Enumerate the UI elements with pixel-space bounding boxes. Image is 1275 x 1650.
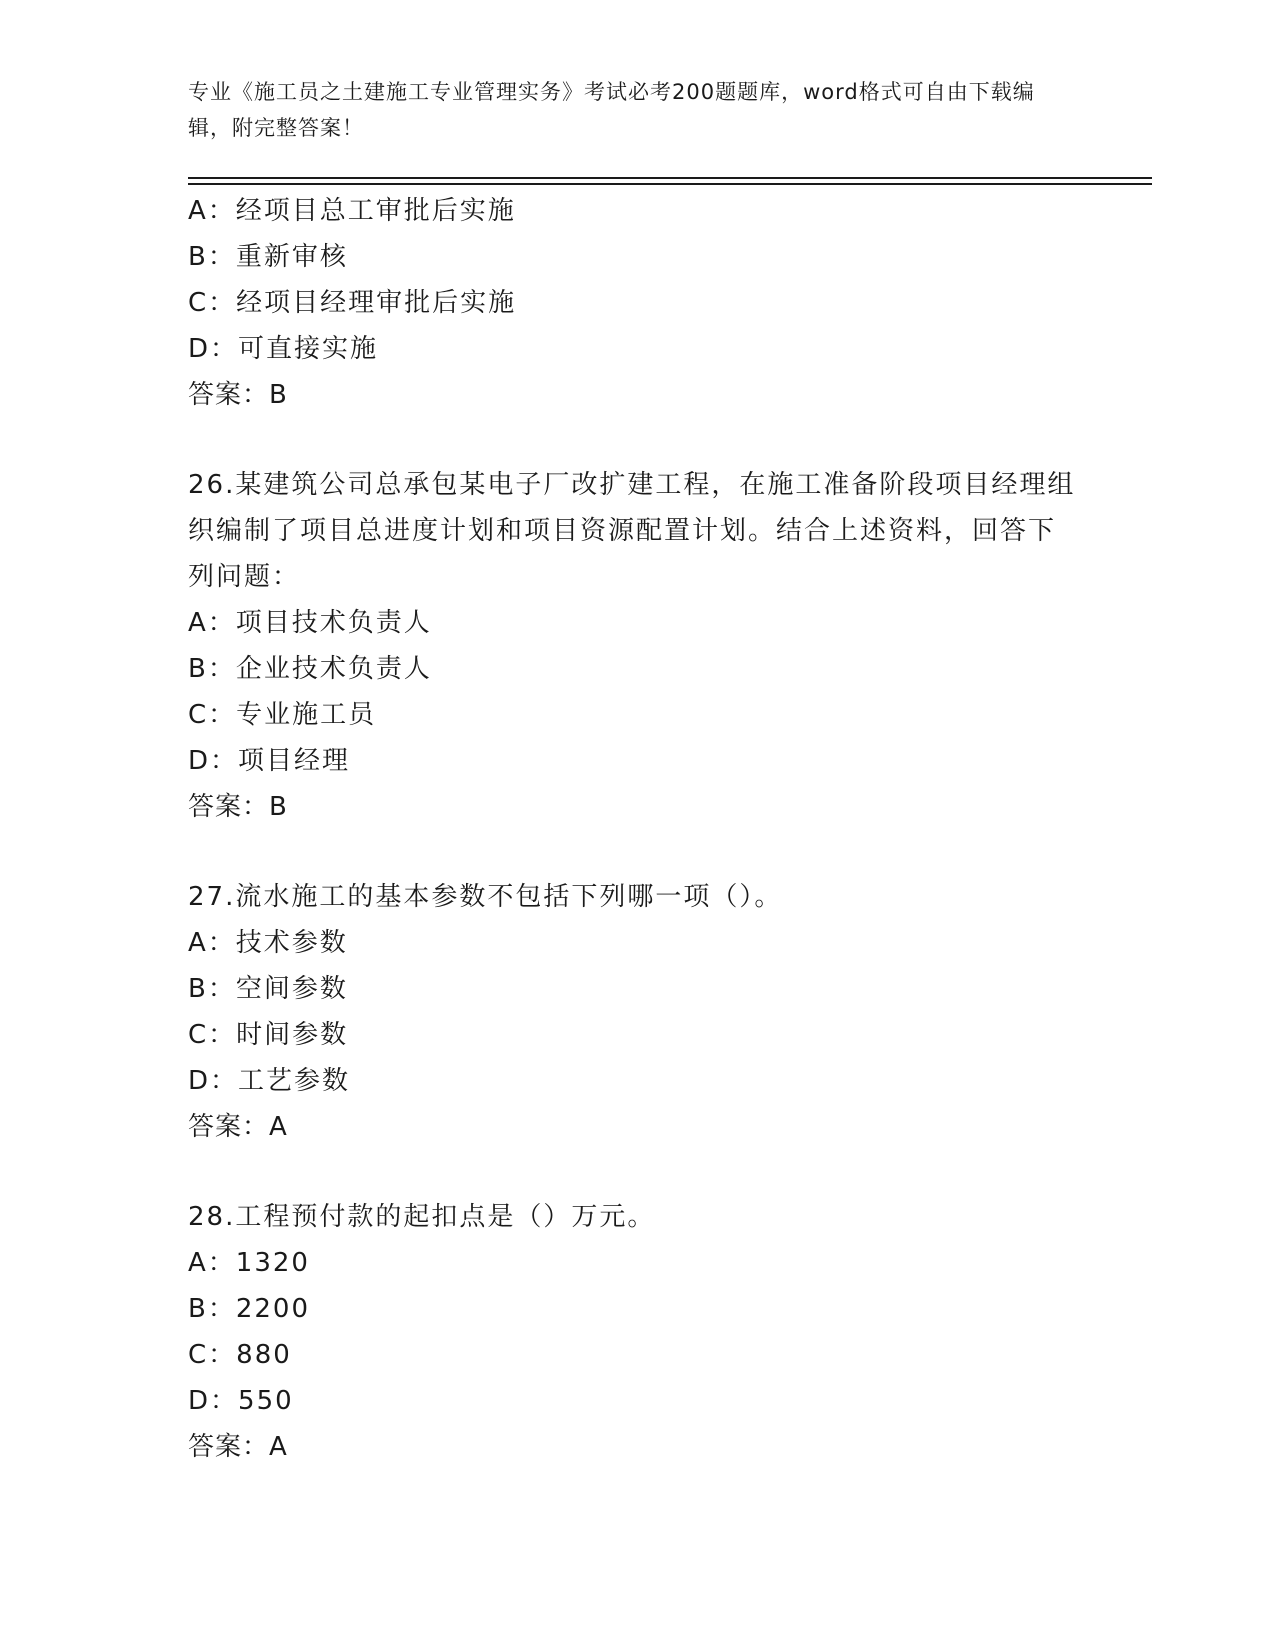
answer-line: 答案：B xyxy=(188,792,288,822)
option-d: D：项目经理 xyxy=(188,746,351,776)
option-b: B：重新审核 xyxy=(188,242,348,272)
answer-line: 答案：A xyxy=(188,1112,288,1142)
header-divider-top xyxy=(188,177,1152,179)
option-c: C：时间参数 xyxy=(188,1020,349,1050)
answer-line: 答案：A xyxy=(188,1432,288,1462)
header-divider-bottom xyxy=(188,183,1152,185)
option-b: B：空间参数 xyxy=(188,974,348,1004)
option-a: A：项目技术负责人 xyxy=(188,608,432,638)
question-stem: 28.工程预付款的起扣点是（）万元。 xyxy=(188,1202,656,1232)
option-d: D：工艺参数 xyxy=(188,1066,351,1096)
option-b: B：企业技术负责人 xyxy=(188,654,432,684)
option-c: C：专业施工员 xyxy=(188,700,377,730)
question-block xyxy=(188,188,1088,418)
option-d: D：550 xyxy=(188,1386,294,1416)
option-d: D：可直接实施 xyxy=(188,334,379,364)
option-a: A：1320 xyxy=(188,1248,310,1278)
option-b: B：2200 xyxy=(188,1294,311,1324)
option-c: C：经项目经理审批后实施 xyxy=(188,288,517,318)
option-a: A：技术参数 xyxy=(188,928,348,958)
question-stem: 26.某建筑公司总承包某电子厂改扩建工程，在施工准备阶段项目经理组织编制了项目总进度计划和项目资源配置计划。结合上述资料，回答下列问题： xyxy=(188,470,1076,592)
spacer xyxy=(188,418,1088,462)
answer-line: 答案：B xyxy=(188,380,288,410)
question-stem: 27.流水施工的基本参数不包括下列哪一项（）。 xyxy=(188,882,783,912)
spacer xyxy=(188,1150,1088,1194)
option-a: A：经项目总工审批后实施 xyxy=(188,196,516,226)
question-list xyxy=(188,188,1088,1470)
document-header-note: 专业《施工员之土建施工专业管理实务》考试必考200题题库，word格式可自由下载编辑，附完整答案！ xyxy=(188,80,1035,140)
question-block xyxy=(188,462,1088,830)
spacer xyxy=(188,830,1088,874)
question-block xyxy=(188,1194,1088,1470)
question-block xyxy=(188,874,1088,1150)
option-c: C：880 xyxy=(188,1340,292,1370)
